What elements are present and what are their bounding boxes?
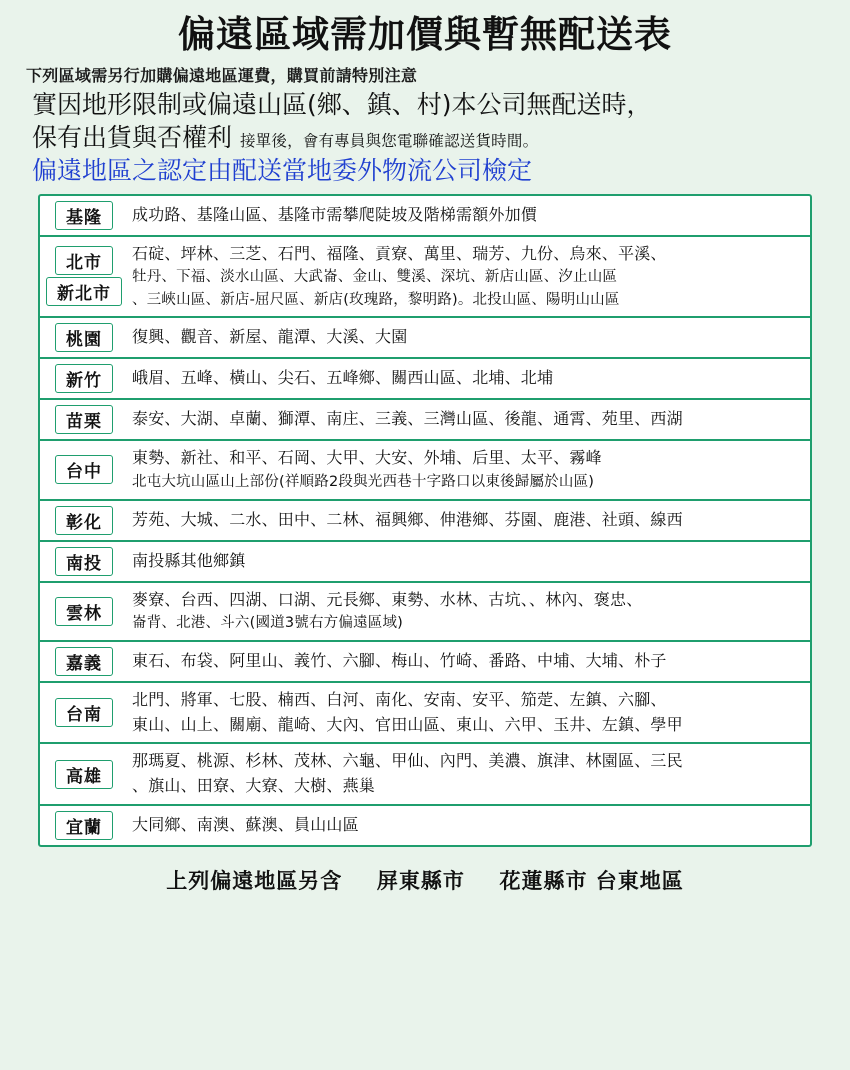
- area-line: 東勢、新社、和平、石岡、大甲、大安、外埔、后里、太平、霧峰: [132, 448, 602, 468]
- region-cell: [40, 683, 128, 743]
- area-line: 南投縣其他鄉鎮: [132, 550, 246, 570]
- region-cell: [40, 501, 128, 540]
- region-cell: [40, 806, 128, 845]
- region-label: 南投: [55, 547, 113, 576]
- table-row: [40, 744, 810, 806]
- area-cell: [128, 400, 810, 439]
- area-cell: [128, 196, 810, 235]
- area-line: 大同鄉、南澳、蘇澳、員山山區: [132, 815, 359, 835]
- region-cell: [40, 237, 128, 317]
- lead-paragraph: [14, 88, 836, 156]
- remote-area-table: [38, 194, 812, 847]
- lead-line-2-main: 保有出貨與否權利: [32, 123, 233, 153]
- area-cell: [128, 237, 810, 317]
- region-label: 新竹: [55, 364, 113, 393]
- region-label: 台南: [55, 698, 113, 727]
- area-cell: [128, 744, 810, 804]
- area-line: 峨眉、五峰、橫山、尖石、五峰鄉、關西山區、北埔、北埔: [132, 368, 554, 388]
- region-cell: [40, 744, 128, 804]
- area-cell: [128, 441, 810, 498]
- region-label: 嘉義: [55, 647, 113, 676]
- region-label: 基隆: [55, 201, 113, 230]
- region-cell: [40, 196, 128, 235]
- table-row: [40, 501, 810, 542]
- area-cell: [128, 542, 810, 581]
- area-cell: [128, 318, 810, 357]
- region-label: 台中: [55, 455, 113, 484]
- page-subtitle: 下列區域需另行加購偏遠地區運費，購買前請特別注意: [26, 65, 418, 85]
- area-line: 、旗山、田寮、大寮、大樹、燕巢: [132, 776, 376, 796]
- area-line: 、三峽山區、新店-屈尺區、新店(玫瑰路，黎明路)。北投山區、陽明山山區: [132, 291, 620, 308]
- area-line: 成功路、基隆山區、基隆市需攀爬陡坡及階梯需額外加價: [132, 204, 538, 224]
- area-line: 牡丹、下福、淡水山區、大武崙、金山、雙溪、深坑、新店山區、汐止山區: [132, 269, 618, 286]
- lead-line-2: [32, 121, 836, 155]
- area-line: 麥寮、台西、四湖、口湖、元長鄉、東勢、水林、古坑、、林內、褒忠、: [132, 589, 643, 609]
- table-row: [40, 542, 810, 583]
- area-cell: [128, 501, 810, 540]
- area-line: 崙背、北港、斗六(國道3號右方偏遠區域): [132, 615, 404, 632]
- area-line: 那瑪夏、桃源、杉林、茂林、六龜、甲仙、內門、美濃、旗津、林園區、三民: [132, 751, 683, 771]
- table-row: [40, 806, 810, 845]
- area-line: 東山、山上、關廟、龍崎、大內、官田山區、東山、六甲、玉井、左鎮、學甲: [132, 714, 683, 734]
- table-row: [40, 400, 810, 441]
- area-line: 北屯大坑山區山上部份(祥順路2段與光西巷十字路口以東後歸屬於山區): [132, 474, 595, 491]
- table-row: [40, 683, 810, 745]
- area-cell: [128, 359, 810, 398]
- region-label: 宜蘭: [55, 811, 113, 840]
- region-cell: [40, 642, 128, 681]
- area-cell: [128, 683, 810, 743]
- region-cell: [40, 318, 128, 357]
- area-cell: [128, 583, 810, 640]
- table-row: [40, 359, 810, 400]
- lead-line-1: 實因地形限制或偏遠山區(鄉、鎮、村)本公司無配送時，: [32, 89, 652, 119]
- area-line: 石碇、坪林、三芝、石門、福隆、貢寮、萬里、瑞芳、九份、烏來、平溪、: [132, 243, 667, 263]
- area-line: 復興、觀音、新屋、龍潭、大溪、大園: [132, 327, 408, 347]
- area-line: 東石、布袋、阿里山、義竹、六腳、梅山、竹崎、番路、中埔、大埔、朴子: [132, 650, 667, 670]
- region-label: 彰化: [55, 506, 113, 535]
- table-row: [40, 642, 810, 683]
- region-cell: [40, 441, 128, 498]
- region-label: 桃園: [55, 323, 113, 352]
- footer-text-2: 屏東縣市: [376, 869, 465, 893]
- footer-text-1: 上列偏遠地區另含: [166, 869, 343, 893]
- region-cell: [40, 359, 128, 398]
- table-row: [40, 583, 810, 642]
- table-row: [40, 196, 810, 237]
- region-cell: [40, 542, 128, 581]
- region-cell: [40, 400, 128, 439]
- table-row: [40, 441, 810, 500]
- page-title: 偏遠區域需加價與暫無配送表: [178, 13, 672, 56]
- footer-text-3: 花蓮縣市 台東地區: [499, 869, 684, 893]
- region-label: 高雄: [55, 760, 113, 789]
- footer-note: [14, 847, 836, 895]
- table-row: [40, 318, 810, 359]
- lead-line-2-note: 接單後，會有專員與您電聯確認送貨時間。: [239, 132, 539, 151]
- area-line: 北門、將軍、七股、楠西、白河、南化、安南、安平、笳萣、左鎮、六腳、: [132, 689, 667, 709]
- region-label: 苗栗: [55, 405, 113, 434]
- region-label: 新北市: [46, 277, 122, 306]
- region-label: 北市: [55, 246, 113, 275]
- region-cell: [40, 583, 128, 640]
- table-row: [40, 237, 810, 319]
- area-cell: [128, 806, 810, 845]
- area-line: 泰安、大湖、卓蘭、獅潭、南庄、三義、三灣山區、後龍、通霄、苑里、西湖: [132, 409, 683, 429]
- area-line: 芳苑、大城、二水、田中、二林、福興鄉、伸港鄉、芬園、鹿港、社頭、線西: [132, 509, 683, 529]
- area-cell: [128, 642, 810, 681]
- certification-note: 偏遠地區之認定由配送當地委外物流公司檢定: [32, 156, 533, 186]
- region-label: 雲林: [55, 597, 113, 626]
